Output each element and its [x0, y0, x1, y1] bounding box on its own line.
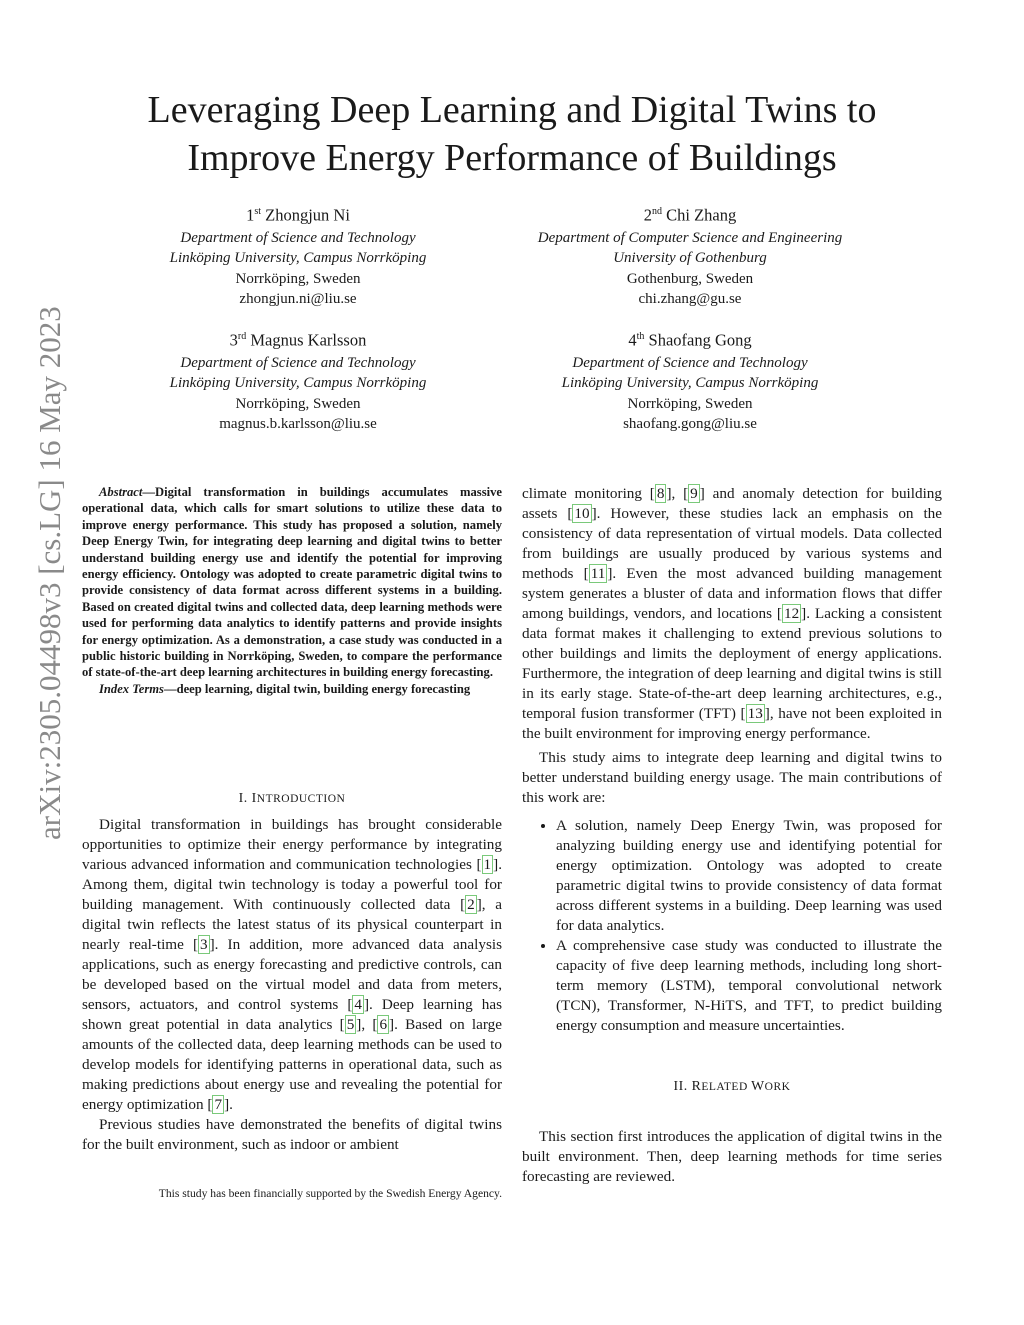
- right-p1-text: . Lacking a consistent data format makes it challenging to extend previous solutions to other buildings and limits the deployment of energy applications. Furthermore, the integration of deep learning and digital twins is still in its early stage. State-of-the-art deep learning architectures, e.g., temporal fusion transformer (TFT): [522, 605, 943, 722]
- related-work-paragraph-1: This section first introduces the application of digital twins in the built environment. Then, deep learning methods for time series forecasting are reviewed.: [522, 1128, 942, 1185]
- section-heading-introduction: [82, 788, 502, 809]
- citation-link[interactable]: 1: [483, 856, 492, 873]
- author-2-name: Chi Zhang: [666, 205, 737, 225]
- intro-paragraph-1: Digital transformation in buildings has brought considerable opportunities to optimize their energy performance by integrating various advanced information and communication technologies [ 1 ]. Among them, digital twin technology is today a powerful tool for building management. With continuously collected data [ 2 ], a digital twin reflects the latest status of its physical counterpart in nearly real-time [ 3 ]. In addition, more advanced data analysis applications, such as energy forecasting and predictive controls, can be developed based on the virtual model and data from meters, sensors, actuators, and control systems [ 4 ]. Deep learning has shown great potential in data analytics [ 5 ], [ 6 ]. Based on large amounts of the collected data, deep learning methods can be used to develop models for identifying patterns in operational data, such as making predictions about energy use and revealing the potential for energy optimization [ 7 ].: [82, 816, 502, 1113]
- abstract: [82, 484, 502, 697]
- right-p1-text: and anomaly detection for building assets: [522, 485, 942, 522]
- section-1-initial: I: [251, 790, 257, 805]
- citation-link[interactable]: 3: [200, 936, 208, 953]
- right-paragraph-1: climate monitoring [ 8 ], [ 9 ] and anomaly detection for building assets [ 10 ]. However, these studies lack an emphasis on the consistency of data representation of virtual models. Data collected from buildings are usually produced by various systems and methods [ 11 ]. Even the most advanced building management system generates a bluster of data and information flows that differ among buildings, vendors, and locations [ 12 ]. Lacking a consistent data format makes it challenging to extend previous solutions to other buildings and limits the deployment of energy applications. Furthermore, the integration of deep learning and digital twins is still in its early stage. State-of-the-art deep learning architectures, e.g., temporal fusion transformer (TFT) [ 13 ], have not been exploited in the built environment for improving energy performance.: [522, 485, 943, 742]
- citation-link[interactable]: 12: [783, 605, 800, 622]
- author-2-email: chi.zhang@gu.se: [638, 291, 742, 307]
- author-1-ordinal-suffix: st: [254, 206, 261, 217]
- intro-p1-text: . Among them, digital twin technology is today a powerful tool for building management. With continuously collected data: [82, 856, 502, 913]
- right-p1-text: . Even the most advanced building management system generates a bluster of data and information flows that differ among buildings, vendors, and locations: [522, 565, 943, 622]
- author-2-ordinal: 2: [643, 205, 652, 225]
- citation-link[interactable]: 13: [747, 705, 763, 722]
- citation-link[interactable]: 11: [590, 565, 606, 582]
- intro-p1-text: Digital transformation in buildings has brought considerable opportunities to optimize their energy performance by integrating various advanced information and communication technologies: [82, 816, 502, 873]
- abstract-label: Abstract: [99, 485, 143, 499]
- intro-paragraph-2: Previous studies have demonstrated the benefits of digital twins for the built environment, such as indoor or ambient: [82, 1116, 502, 1153]
- intro-p1-text: , a digital twin reflects the latest status of its physical counterpart in nearly real-time: [82, 896, 502, 953]
- right-p1-text: climate monitoring: [522, 485, 650, 502]
- author-1-email: zhongjun.ni@liu.se: [239, 291, 357, 307]
- author-1-department: Department of Science and Technology: [180, 229, 416, 246]
- citation-link[interactable]: 9: [690, 485, 698, 502]
- intro-p1-text: . Deep learning has shown great potential in data analytics: [82, 996, 502, 1033]
- right-p1-text: ,: [671, 485, 684, 502]
- index-terms-label: Index Terms: [99, 681, 164, 696]
- author-4-university: Linköping University, Campus Norrköping: [561, 375, 819, 391]
- author-2-department: Department of Computer Science and Engineering: [537, 229, 843, 246]
- author-3-ordinal: 3: [229, 330, 238, 350]
- contribution-item-2: • A comprehensive case study was conducted to illustrate the capacity of five deep learning methods, including long short-term memory (LSTM), temporal convolutional network (TCN), Transformer, N-HiTS, and TFT, to predict building energy consumption and measure uncertainties.: [556, 936, 942, 1036]
- author-1-ordinal: 1: [246, 205, 255, 225]
- intro-p1-text: . In addition, more advanced data analysis applications, such as energy forecasting and predictive controls, can be developed based on the virtual model and data from meters, sensors, actuators, and control systems: [82, 936, 502, 1013]
- author-4-name: Shaofang Gong: [648, 330, 752, 350]
- author-block-4: [480, 325, 900, 435]
- section-2-number: II.: [673, 1078, 692, 1093]
- author-4-email: shaofang.gong@liu.se: [623, 416, 757, 432]
- author-1-name: Zhongjun Ni: [265, 205, 350, 225]
- contributions-list: [522, 816, 942, 1036]
- author-4-ordinal: 4: [628, 330, 637, 350]
- right-column: [522, 484, 942, 1187]
- title-line-2: Improve Energy Performance of Buildings: [187, 137, 837, 179]
- citation-link[interactable]: 4: [354, 996, 362, 1013]
- author-block-1: [88, 200, 508, 310]
- author-4-department: Department of Science and Technology: [572, 354, 808, 371]
- paper-title: [90, 86, 934, 182]
- right-p1-text: . However, these studies lack an emphasis on the consistency of data representation of virtual models. Data collected from buildings are usually produced by various systems and methods: [522, 505, 942, 582]
- citation-link[interactable]: 5: [346, 1016, 355, 1033]
- author-1-university: Linköping University, Campus Norrköping: [169, 250, 427, 266]
- author-2-location: Gothenburg, Sweden: [626, 270, 754, 287]
- author-2-ordinal-suffix: nd: [652, 206, 662, 217]
- section-2-initial-a: R: [691, 1078, 702, 1093]
- arxiv-side-label: arXiv:2305.04498v3 [cs.LG] 16 May 2023: [32, 306, 67, 840]
- footnote: This study has been financially supported by the Swedish Energy Agency.: [158, 1187, 502, 1200]
- section-heading-related-work: [522, 1076, 942, 1097]
- contribution-item-1: • A solution, namely Deep Energy Twin, was proposed for analyzing building energy use and identifying potential for energy optimization. Ontology was adopted to create parametric digital twins to provide consistency of data format across different systems in a building. Deep learning was used for data analytics.: [556, 816, 942, 936]
- citation-link[interactable]: 6: [379, 1016, 388, 1033]
- author-4-location: Norrköping, Sweden: [627, 395, 753, 412]
- title-line-1: Leveraging Deep Learning and Digital Twins to: [147, 89, 877, 131]
- author-2-university: University of Gothenburg: [613, 250, 767, 266]
- author-4-ordinal-suffix: th: [636, 331, 645, 342]
- author-3-location: Norrköping, Sweden: [235, 395, 361, 412]
- author-3-ordinal-suffix: rd: [237, 331, 247, 342]
- section-2-title-rest-b: ORK: [764, 1081, 791, 1093]
- section-2-title-rest-a: ELATED: [701, 1081, 752, 1093]
- intro-p1-text: . Based on large amounts of the collected data, deep learning methods can be used to develop models for identifying patterns in operational data, such as making predictions about energy use and revealing the potential for energy optimization: [82, 1016, 502, 1113]
- author-3-email: magnus.b.karlsson@liu.se: [219, 416, 377, 432]
- section-1-number: I.: [238, 790, 252, 805]
- intro-p1-text: .: [229, 1096, 233, 1113]
- left-column: [82, 788, 502, 1155]
- author-3-name: Magnus Karlsson: [250, 330, 367, 350]
- right-p1-text: , have not been exploited in the built environment for improving energy performance.: [522, 705, 942, 742]
- author-3-university: Linköping University, Campus Norrköping: [169, 375, 427, 391]
- citation-link[interactable]: 2: [467, 896, 475, 913]
- author-block-2: [480, 200, 900, 310]
- right-paragraph-2: This study aims to integrate deep learning and digital twins to better understand building energy usage. The main contributions of this work are:: [522, 749, 942, 806]
- author-3-department: Department of Science and Technology: [180, 354, 416, 371]
- abstract-text: —Digital transformation in buildings accumulates massive operational data, which calls for smart solutions to utilize these data to improve energy performance. This study has proposed a solution, namely Deep Energy Twin, for integrating deep learning and digital twins to better understand building energy use and identify the potential for improving energy efficiency. Ontology was adopted to create parametric digital twins to provide consistency of data format across different systems in a building. Based on created digital twins and collected data, deep learning methods were used for performing data analytics to identify patterns and provide insights for energy optimization. As a demonstration, a case study was conducted in a public historic building in Norrköping, Sweden, to compare the performance of state-of-the-art deep learning architectures in building energy forecasting.: [82, 485, 502, 680]
- citation-link[interactable]: 8: [656, 485, 665, 502]
- section-2-initial-b: W: [751, 1078, 765, 1093]
- author-block-3: [88, 325, 508, 435]
- section-1-title-rest: NTRODUCTION: [256, 793, 346, 805]
- intro-p1-text: ,: [361, 1016, 373, 1033]
- author-1-location: Norrköping, Sweden: [235, 270, 361, 287]
- index-terms-text: —deep learning, digital twin, building energy forecasting: [163, 681, 471, 696]
- citation-link[interactable]: 10: [574, 505, 590, 522]
- citation-link[interactable]: 7: [214, 1096, 223, 1113]
